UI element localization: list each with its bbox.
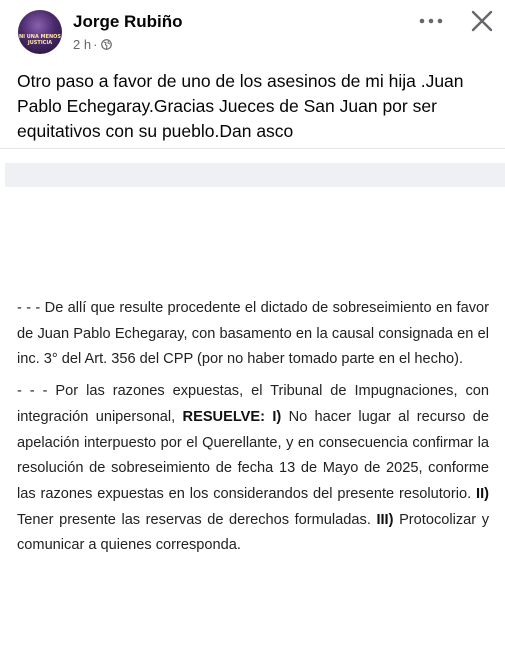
- item-number: II): [476, 485, 490, 502]
- author-name[interactable]: Jorge Rubiño: [73, 12, 183, 31]
- item-text: Protocolizar y comunicar a quienes corresponda.: [17, 511, 489, 554]
- item-text: No hacer lugar al recurso de apelación interpuesto por el Querellante, y en consecuencia confirmar la resolución de sobreseimiento de fecha 13 de Mayo de 2025, conforme las razones expuestas en los considerandos del presente resolutorio.: [17, 408, 490, 502]
- post-text: Otro paso a favor de uno de los asesinos de mi hija .Juan Pablo Echegaray.Gracias Jueces de San Juan por ser equitativos con su pueblo.Dan asco: [17, 71, 464, 141]
- document-image[interactable]: [17, 296, 489, 565]
- media-separator: [5, 163, 505, 187]
- avatar[interactable]: [18, 10, 62, 54]
- more-options-button[interactable]: [417, 8, 445, 34]
- document-paragraph-resolution: [17, 379, 489, 559]
- meta-separator: ·: [93, 37, 98, 52]
- post-time[interactable]: 2 h: [73, 37, 92, 52]
- close-icon: [471, 10, 493, 32]
- item-text: Tener presente las reservas de derechos formuladas.: [17, 511, 371, 528]
- item-number: I): [272, 408, 282, 425]
- avatar-caption: [18, 34, 62, 46]
- close-button[interactable]: [467, 6, 497, 36]
- more-icon: [419, 18, 443, 24]
- avatar-caption-line1: NI UNA MENOS: [18, 34, 62, 40]
- divider: [0, 148, 505, 149]
- post-header: [0, 0, 505, 62]
- document-paragraph: - - - De allí que resulte procedente el dictado de sobreseimiento en favor de Juan Pablo Echegaray, con basamento en la causal consignada en el inc. 3° del Art. 356 del CPP (por no haber tomado parte en el hecho).: [17, 300, 489, 368]
- avatar-caption-line2: JUSTICIA: [27, 40, 53, 46]
- item-number: III): [376, 511, 394, 528]
- globe-icon[interactable]: [101, 39, 112, 50]
- post-meta: [73, 37, 112, 52]
- paragraph-intro: - - - Por las razones expuestas, el Tribunal de Impugnaciones, con integración unipersonal,: [17, 383, 489, 425]
- resuelve-label: RESUELVE:: [182, 408, 265, 425]
